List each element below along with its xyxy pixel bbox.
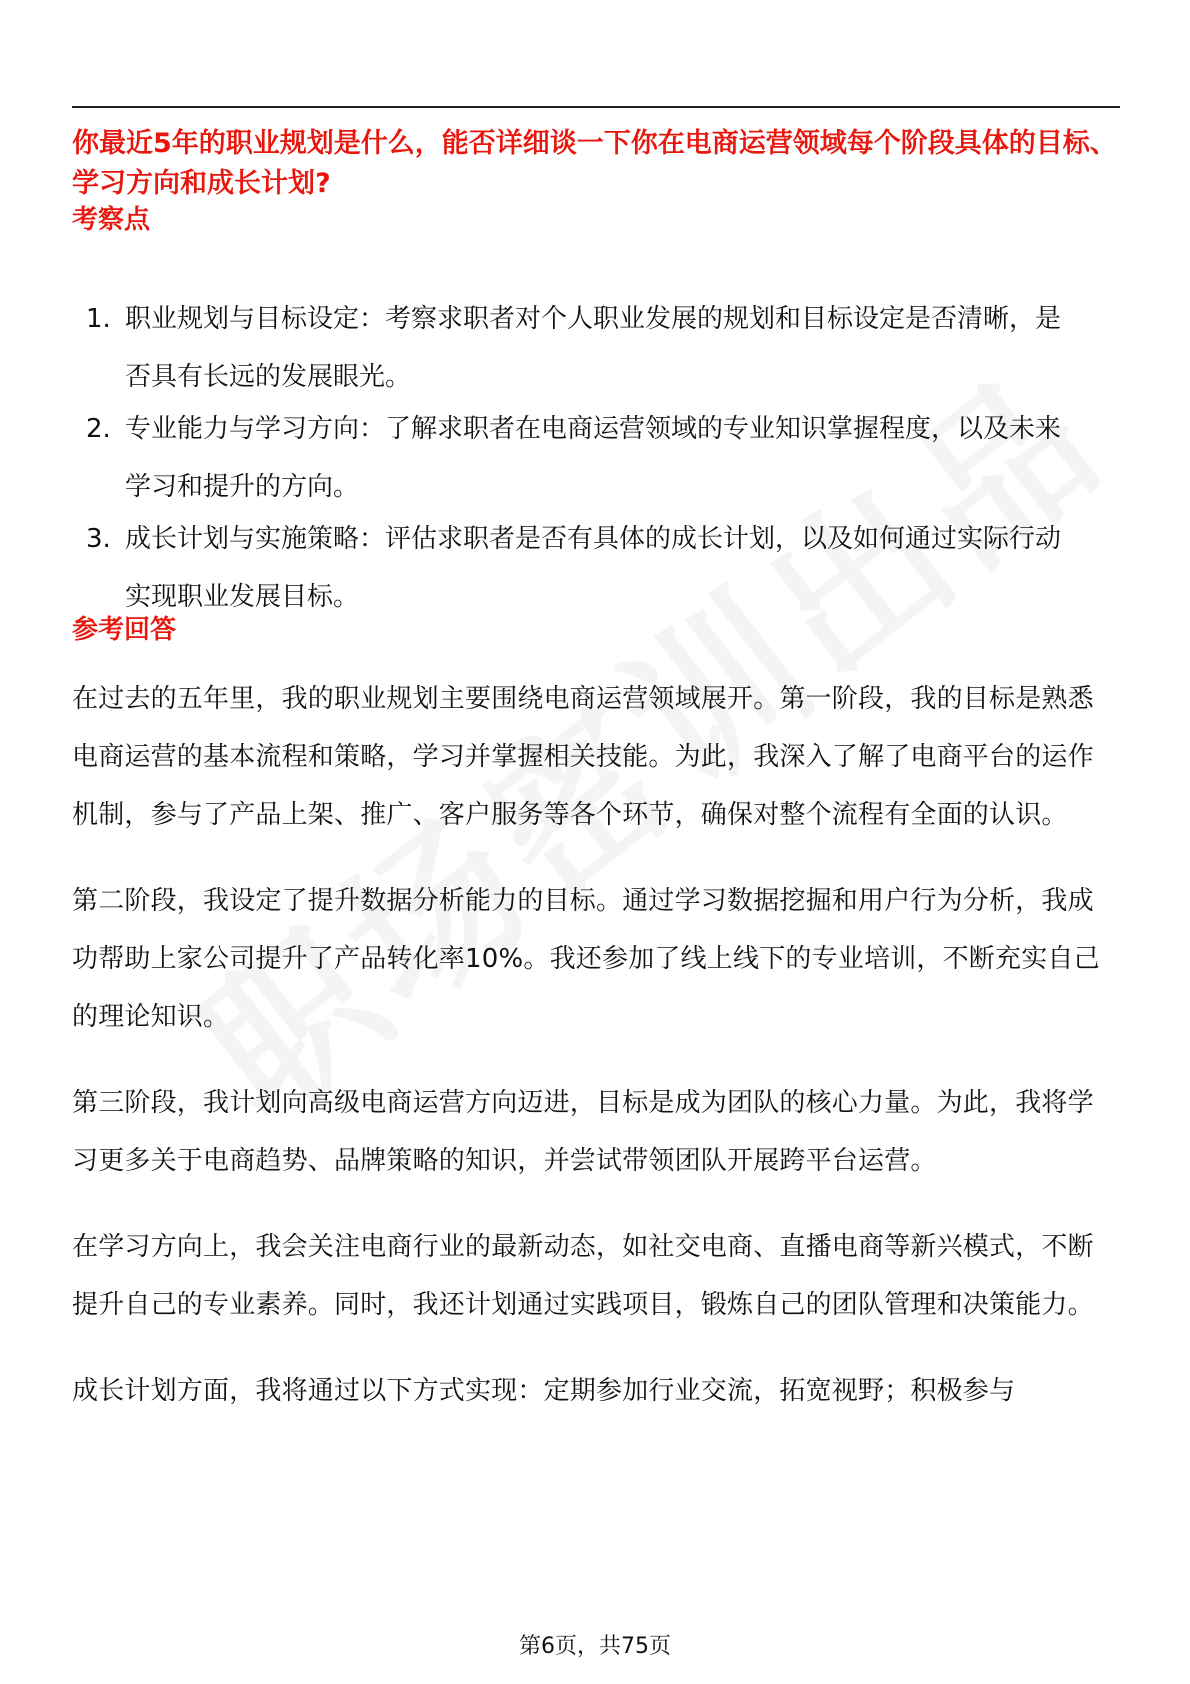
list-item [72,400,1120,516]
answer-paragraph: 第二阶段，我设定了提升数据分析能力的目标。通过学习数据挖掘和用户行为分析，我成功帮助上家公司提升了产品转化率10%。我还参加了线上线下的专业培训，不断充实自己的理论知识。 [72,886,1100,1032]
answer-paragraph: 成长计划方面，我将通过以下方式实现：定期参加行业交流，拓宽视野；积极参与 [72,1376,1016,1406]
top-divider [72,106,1120,108]
list-item-text: 专业能力与学习方向：了解求职者在电商运营领域的专业知识掌握程度，以及未来学习和提升的方向。 [125,414,1062,502]
answer-body [72,684,1120,1448]
list-item-text: 职业规划与目标设定：考察求职者对个人职业发展的规划和目标设定是否清晰，是否具有长远的发展眼光。 [125,304,1062,392]
list-item-text: 成长计划与实施策略：评估求职者是否有具体的成长计划，以及如何通过实际行动实现职业发展目标。 [125,524,1062,612]
list-item-number: 1. [86,304,111,334]
list-item [72,290,1120,406]
page-number: 第6页，共75页 [519,1634,671,1659]
list-item-number: 3. [86,524,111,554]
answer-paragraph: 在过去的五年里，我的职业规划主要围绕电商运营领域展开。第一阶段，我的目标是熟悉电商运营的基本流程和策略，学习并掌握相关技能。为此，我深入了解了电商平台的运作机制，参与了产品上架、推广、客户服务等各个环节，确保对整个流程有全面的认识。 [72,684,1094,830]
list-item [72,510,1120,626]
document-page [72,0,1120,1684]
answer-paragraph: 第三阶段，我计划向高级电商运营方向迈进，目标是成为团队的核心力量。为此，我将学习更多关于电商趋势、品牌策略的知识，并尝试带领团队开展跨平台运营。 [72,1088,1094,1176]
answer-heading: 参考回答 [72,615,177,645]
assessment-list [72,290,1120,626]
question-title: 你最近5年的职业规划是什么，能否详细谈一下你在电商运营领域每个阶段具体的目标、学习方向和成长计划? [72,128,1117,199]
answer-paragraph: 在学习方向上，我会关注电商行业的最新动态，如社交电商、直播电商等新兴模式，不断提升自己的专业素养。同时，我还计划通过实践项目，锻炼自己的团队管理和决策能力。 [72,1232,1094,1320]
list-item-number: 2. [86,414,111,444]
assessment-heading: 考察点 [72,205,151,235]
